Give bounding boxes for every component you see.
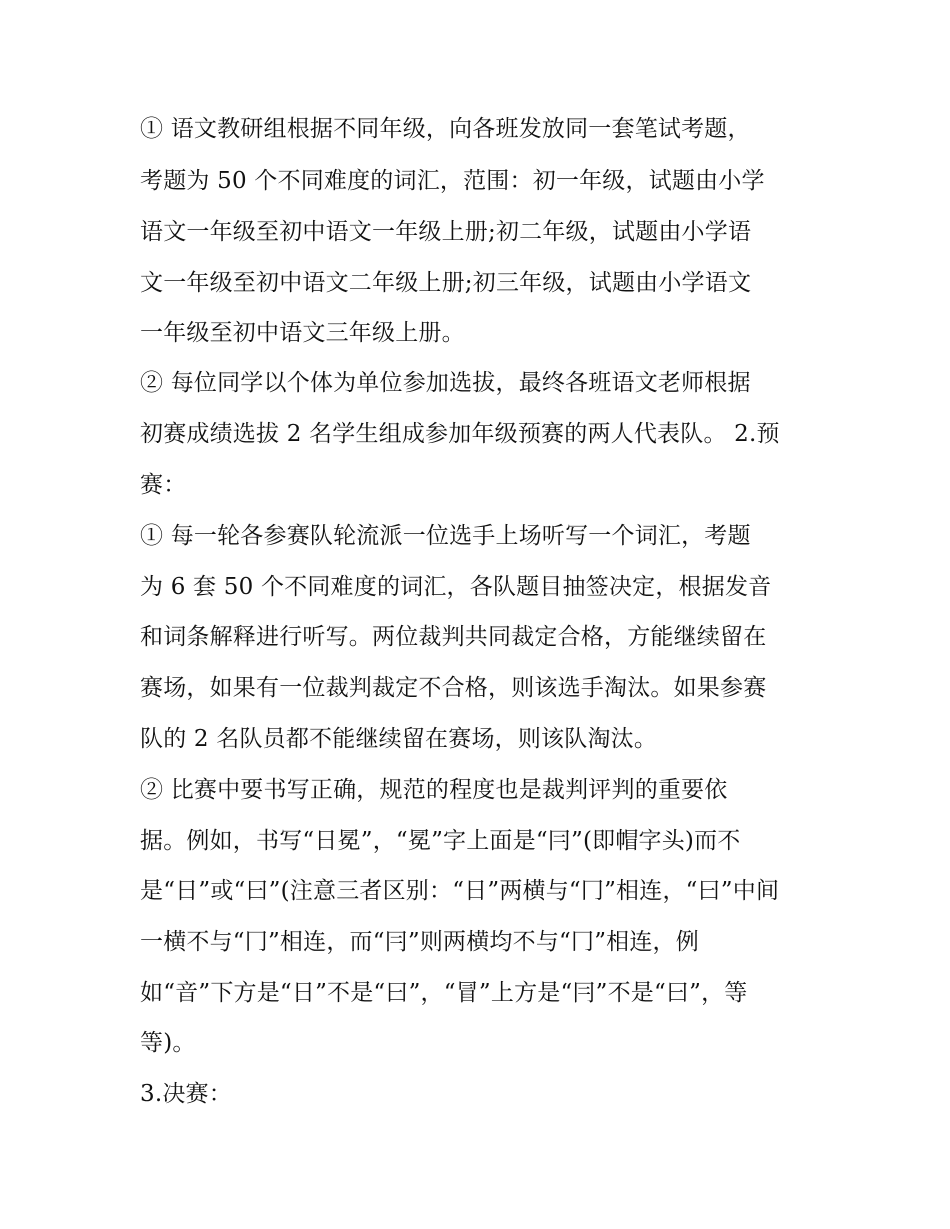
text-line: 赛场，如果有一位裁判裁定不合格，则该选手淘汰。如果参赛: [140, 675, 767, 701]
text-line: 和词条解释进行听写。两位裁判共同裁定合格，方能继续留在: [140, 624, 767, 650]
text-line: 考题为 50 个不同难度的词汇，范围：初一年级，试题由小学: [140, 168, 765, 194]
text-line: 如“音”下方是“日”不是“曰”，“冒”上方是“冃”不是“曰”，等: [140, 980, 748, 1006]
text-line: 初赛成绩选拔 2 名学生组成参加年级预赛的两人代表队。 2.预: [140, 421, 780, 447]
text-line: 等)。: [140, 1030, 196, 1056]
text-line: ② 每位同学以个体为单位参加选拔，最终各班语文老师根据: [140, 370, 751, 396]
text-line: ② 比赛中要书写正确，规范的程度也是裁判评判的重要依: [140, 777, 728, 803]
text-line: 语文一年级至初中语文一年级上册;初二年级，试题由小学语: [140, 219, 752, 245]
text-line: ① 语文教研组根据不同年级，向各班发放同一套笔试考题，: [140, 116, 751, 142]
text-line: 为 6 套 50 个不同难度的词汇，各队题目抽签决定，根据发音: [140, 574, 772, 600]
text-line: 一横不与“冂”相连，而“冃”则两横均不与“冂”相连，例: [140, 929, 699, 955]
text-line: 赛：: [140, 472, 187, 498]
text-line: 一年级至初中语文三年级上册。: [140, 320, 465, 346]
text-line: 队的 2 名队员都不能继续留在赛场，则该队淘汰。: [140, 726, 658, 752]
text-line: 文一年级至初中语文二年级上册;初三年级，试题由小学语文: [140, 270, 752, 296]
text-line: 3.决赛：: [140, 1081, 232, 1107]
text-line: ① 每一轮各参赛队轮流派一位选手上场听写一个词汇，考题: [140, 523, 751, 549]
text-line: 据。例如，书写“日冕”，“冕”字上面是“冃”(即帽字头)而不: [140, 828, 741, 854]
text-line: 是“日”或“曰”(注意三者区别：“日”两横与“冂”相连，“曰”中间: [140, 878, 780, 904]
